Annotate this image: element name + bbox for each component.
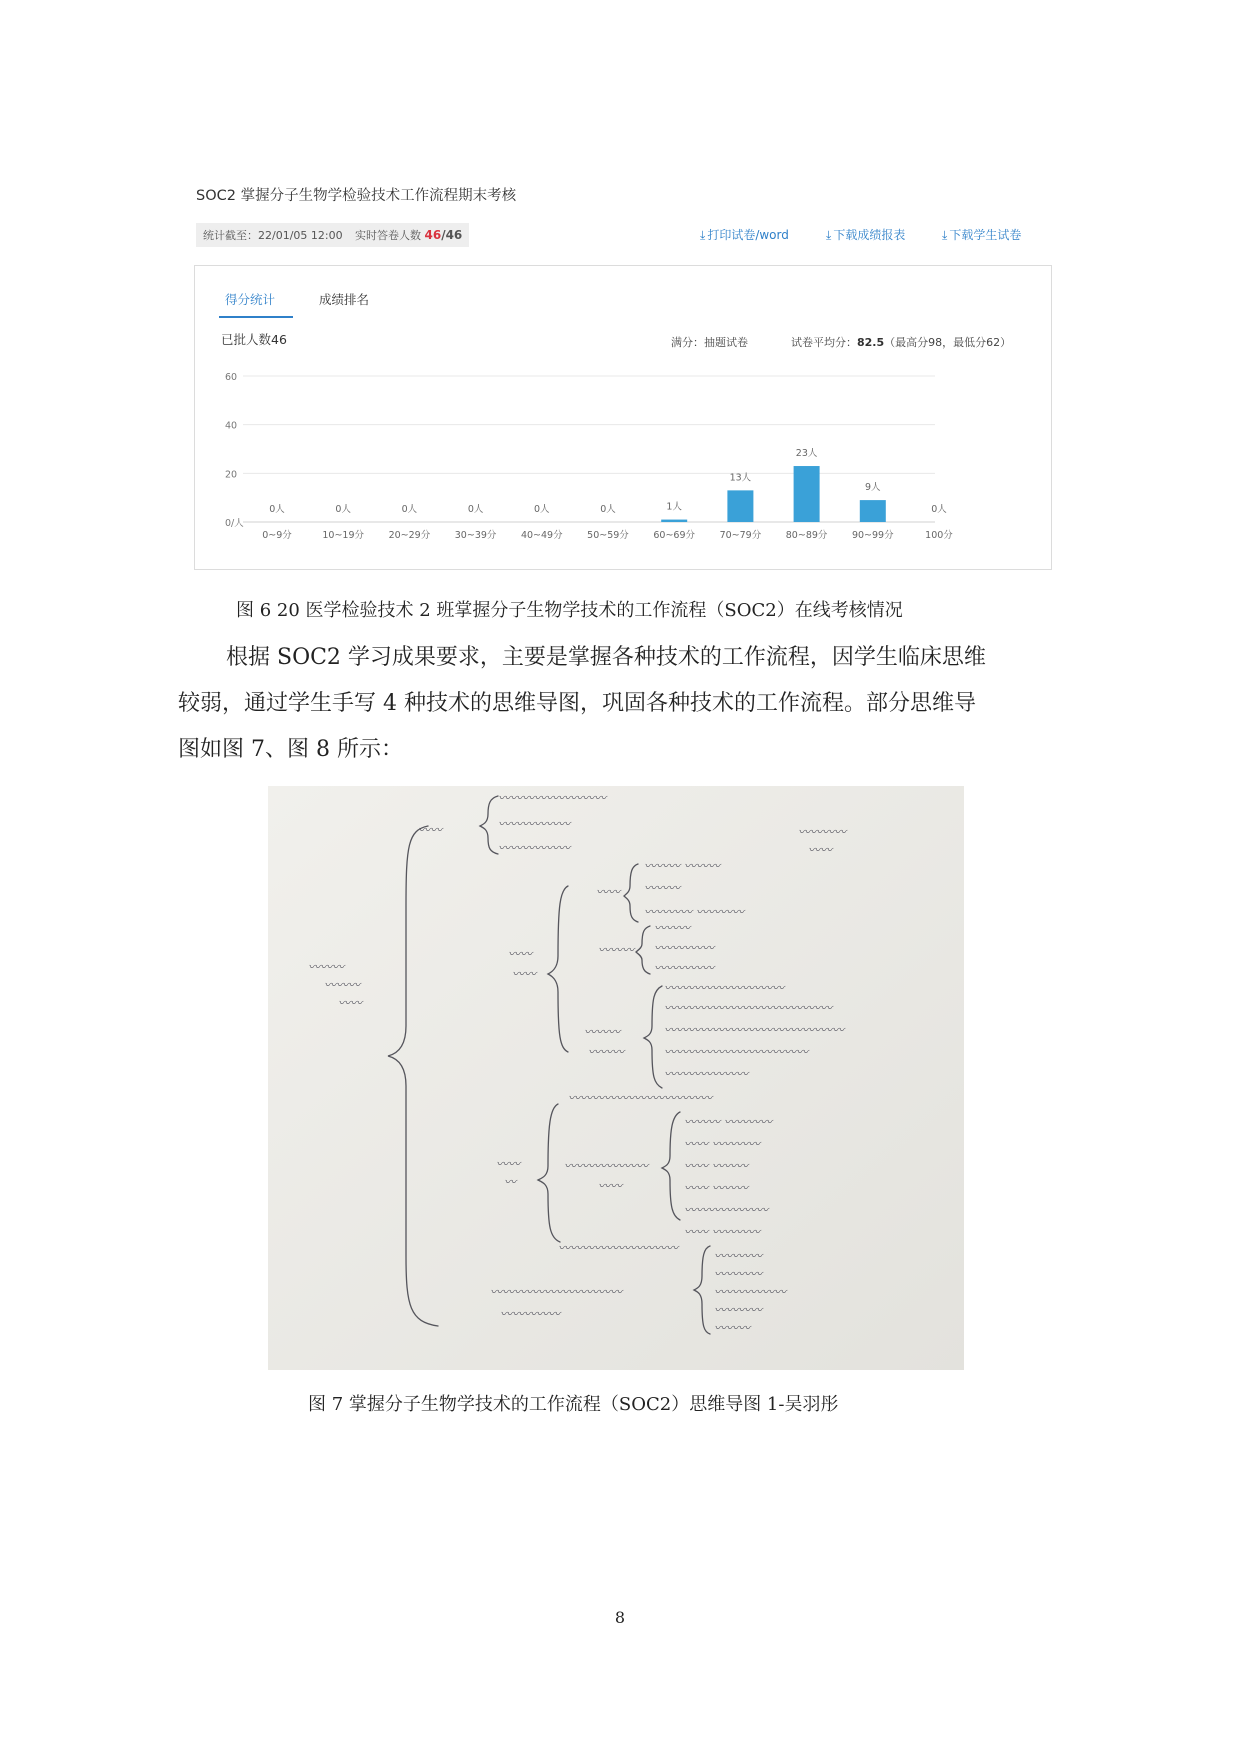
download-icon: ⤓ (700, 228, 706, 242)
x-tick-label: 90~99分 (851, 530, 894, 541)
download-icon: ⤓ (942, 228, 948, 242)
full-score: 满分：抽题试卷 (671, 336, 748, 349)
handwritten-mind-map-image (268, 786, 964, 1370)
mind-map-leaf-text: 〰〰〰 (654, 921, 691, 935)
x-tick-label: 10~19分 (322, 530, 365, 541)
mind-map-branch-text: 〰〰〰〰〰〰〰 (564, 1159, 649, 1173)
live-count-total: /46 (441, 228, 463, 242)
paragraph-line-2: 较弱，通过学生手写 4 种技术的思维导图，巩固各种技术的工作流程。部分思维导 (178, 691, 976, 716)
mind-map-branch-text: 〰〰 (508, 947, 533, 961)
print-paper-link[interactable] (700, 226, 789, 243)
x-tick-label: 80~89分 (785, 530, 828, 541)
print-paper-label: 打印试卷/word (707, 228, 789, 242)
mind-map-branch-text: 〰〰〰〰〰 (500, 1307, 561, 1321)
exam-title: SOC2 掌握分子生物学检验技术工作流程期末考核 (196, 188, 517, 204)
mind-map-photo (268, 786, 964, 1370)
stat-time-badge: 统计截至：22/01/05 12:00 (196, 223, 350, 247)
mind-map-branch-text: 〰〰〰 (588, 1045, 625, 1059)
download-papers-label: 下载学生试卷 (949, 228, 1022, 242)
mind-map-leaf-text: 〰〰〰〰 (714, 1303, 763, 1317)
download-scores-label: 下载成绩报表 (833, 228, 906, 242)
live-count-badge (348, 223, 469, 247)
mind-map-root-text: 〰〰〰 (324, 978, 361, 992)
mind-map-leaf-text: 〰〰〰〰〰〰〰 (664, 1067, 749, 1081)
mind-map-leaf-text: 〰〰〰〰〰〰〰 (684, 1203, 769, 1217)
x-tick-label: 20~29分 (388, 530, 431, 541)
y-tick-label: 0/人 (225, 518, 244, 529)
bar-value-label: 1人 (666, 501, 682, 513)
mind-map-branch-text: 〰〰〰〰〰〰〰〰〰 (498, 791, 607, 805)
mind-map-leaf-text: 〰〰〰〰〰〰 (714, 1285, 787, 1299)
mind-map-branch-text: 〰〰 (496, 1157, 521, 1171)
mind-map-leaf-text: 〰〰〰 (644, 881, 681, 895)
mind-map-leaf-text: 〰〰〰〰〰 (654, 961, 715, 975)
stats-panel (194, 265, 1052, 570)
x-tick-label: 100分 (925, 530, 953, 541)
average-score (791, 334, 1011, 350)
active-tab-indicator (219, 316, 293, 318)
exam-stats-screenshot (190, 170, 1060, 575)
mind-map-leaf-text: 〰〰〰 〰〰〰 (644, 859, 720, 873)
mind-map-leaf-text: 〰〰〰〰〰〰〰〰〰〰〰〰〰〰〰 (664, 1023, 845, 1037)
mind-map-leaf-text: 〰〰 〰〰〰〰 (684, 1225, 760, 1239)
bar (727, 490, 753, 522)
bar-value-label: 0人 (534, 504, 550, 515)
mind-map-branch-text: 〰〰〰〰〰〰〰〰〰〰 (558, 1241, 679, 1255)
download-icon: ⤓ (826, 228, 832, 242)
tab-ranking[interactable]: 成绩排名 (319, 292, 370, 307)
paragraph-line-1: 根据 SOC2 学习成果要求，主要是掌握各种技术的工作流程，因学生临床思维 (226, 645, 986, 670)
graded-count: 已批人数46 (221, 332, 287, 347)
mind-map-branch-text: 〰〰 (512, 967, 537, 981)
y-tick-label: 20 (225, 469, 238, 481)
bar-value-label: 0人 (401, 504, 418, 515)
y-tick-label: 60 (225, 372, 238, 383)
mind-map-leaf-text: 〰〰〰〰〰〰〰〰〰〰〰〰 (664, 1045, 809, 1059)
mind-map-branch-text: 〰〰 (596, 885, 621, 899)
mind-map-root-text: 〰〰〰 (308, 960, 345, 974)
paragraph-line-3: 图如图 7、图 8 所示： (178, 737, 403, 762)
mind-map-leaf-text: 〰〰〰 〰〰〰〰 (684, 1115, 772, 1129)
mind-map-leaf-text: 〰〰 〰〰〰〰 (684, 1137, 760, 1151)
tab-score-stats[interactable]: 得分统计 (225, 292, 276, 307)
figure-7-caption: 图 7 掌握分子生物学技术的工作流程（SOC2）思维导图 1-吴羽彤 (308, 1394, 839, 1415)
live-count-label: 实时答卷人数 (355, 229, 421, 242)
y-tick-label: 40 (225, 420, 238, 432)
mind-map-leaf-text: 〰〰〰〰〰 (654, 941, 715, 955)
x-tick-label: 50~59分 (587, 530, 629, 541)
bar-value-label: 0人 (931, 504, 947, 515)
bar (661, 520, 687, 522)
mind-map-leaf-text: 〰〰〰〰 (714, 1249, 763, 1263)
mind-map-leaf-text: 〰〰〰 (714, 1321, 751, 1335)
live-count-value: 46 (424, 228, 442, 242)
mind-map-branch-text: 〰 (504, 1175, 517, 1189)
bar-value-label: 0人 (600, 504, 616, 515)
x-tick-label: 70~79分 (719, 530, 762, 541)
bar-value-label: 13人 (729, 472, 752, 484)
x-tick-label: 40~49分 (520, 530, 563, 541)
mind-map-leaf-text: 〰〰〰〰 (714, 1267, 763, 1281)
mind-map-leaf-text: 〰〰〰〰〰〰〰〰〰〰 (664, 981, 785, 995)
mind-map-branch-text: 〰〰〰〰〰〰 (498, 817, 571, 831)
download-scores-link[interactable] (826, 226, 905, 243)
x-tick-label: 60~69分 (653, 530, 696, 541)
mind-map-signature: 〰〰 (808, 843, 833, 857)
bar-value-label: 23人 (795, 448, 818, 460)
bar (794, 466, 820, 522)
bar-value-label: 0人 (467, 504, 484, 515)
score-distribution-chart (195, 356, 1051, 566)
bar (860, 500, 886, 522)
mind-map-leaf-text: 〰〰〰〰 〰〰〰〰 (644, 905, 744, 919)
x-tick-label: 30~39分 (454, 530, 497, 541)
bar-value-label: 0人 (269, 504, 285, 515)
mind-map-branch-text: 〰〰〰 (584, 1025, 621, 1039)
mind-map-branch-text: 〰〰〰 (598, 943, 635, 957)
mind-map-branch-text: 〰〰〰〰〰〰〰〰〰〰〰 (490, 1285, 623, 1299)
mind-map-branch-text: 〰〰 (418, 823, 443, 837)
average-score-value: 82.5 (857, 336, 885, 349)
average-score-label: 试卷平均分： (791, 336, 857, 349)
mind-map-branch-text: 〰〰〰〰〰〰〰〰〰〰〰〰 (568, 1091, 713, 1105)
x-tick-label: 0~9分 (262, 530, 292, 541)
mind-map-branch-text: 〰〰 (598, 1179, 623, 1193)
mind-map-root-text: 〰〰 (338, 996, 363, 1010)
bar-value-label: 0人 (335, 504, 351, 515)
bar-value-label: 9人 (865, 482, 881, 494)
mind-map-signature: 〰〰〰〰 (798, 825, 847, 839)
mind-map-leaf-text: 〰〰 〰〰〰 (684, 1181, 748, 1195)
mind-map-leaf-text: 〰〰〰〰〰〰〰〰〰〰〰〰〰〰 (664, 1001, 833, 1015)
mind-map-branch-text: 〰〰〰〰〰〰 (498, 841, 571, 855)
average-score-range: （最高分98，最低分62） (884, 336, 1012, 349)
page-number: 8 (614, 1608, 626, 1627)
mind-map-leaf-text: 〰〰 〰〰〰 (684, 1159, 748, 1173)
download-papers-link[interactable] (942, 226, 1021, 243)
figure-6-caption: 图 6 20 医学检验技术 2 班掌握分子生物学技术的工作流程（SOC2）在线考核情况 (236, 600, 903, 621)
